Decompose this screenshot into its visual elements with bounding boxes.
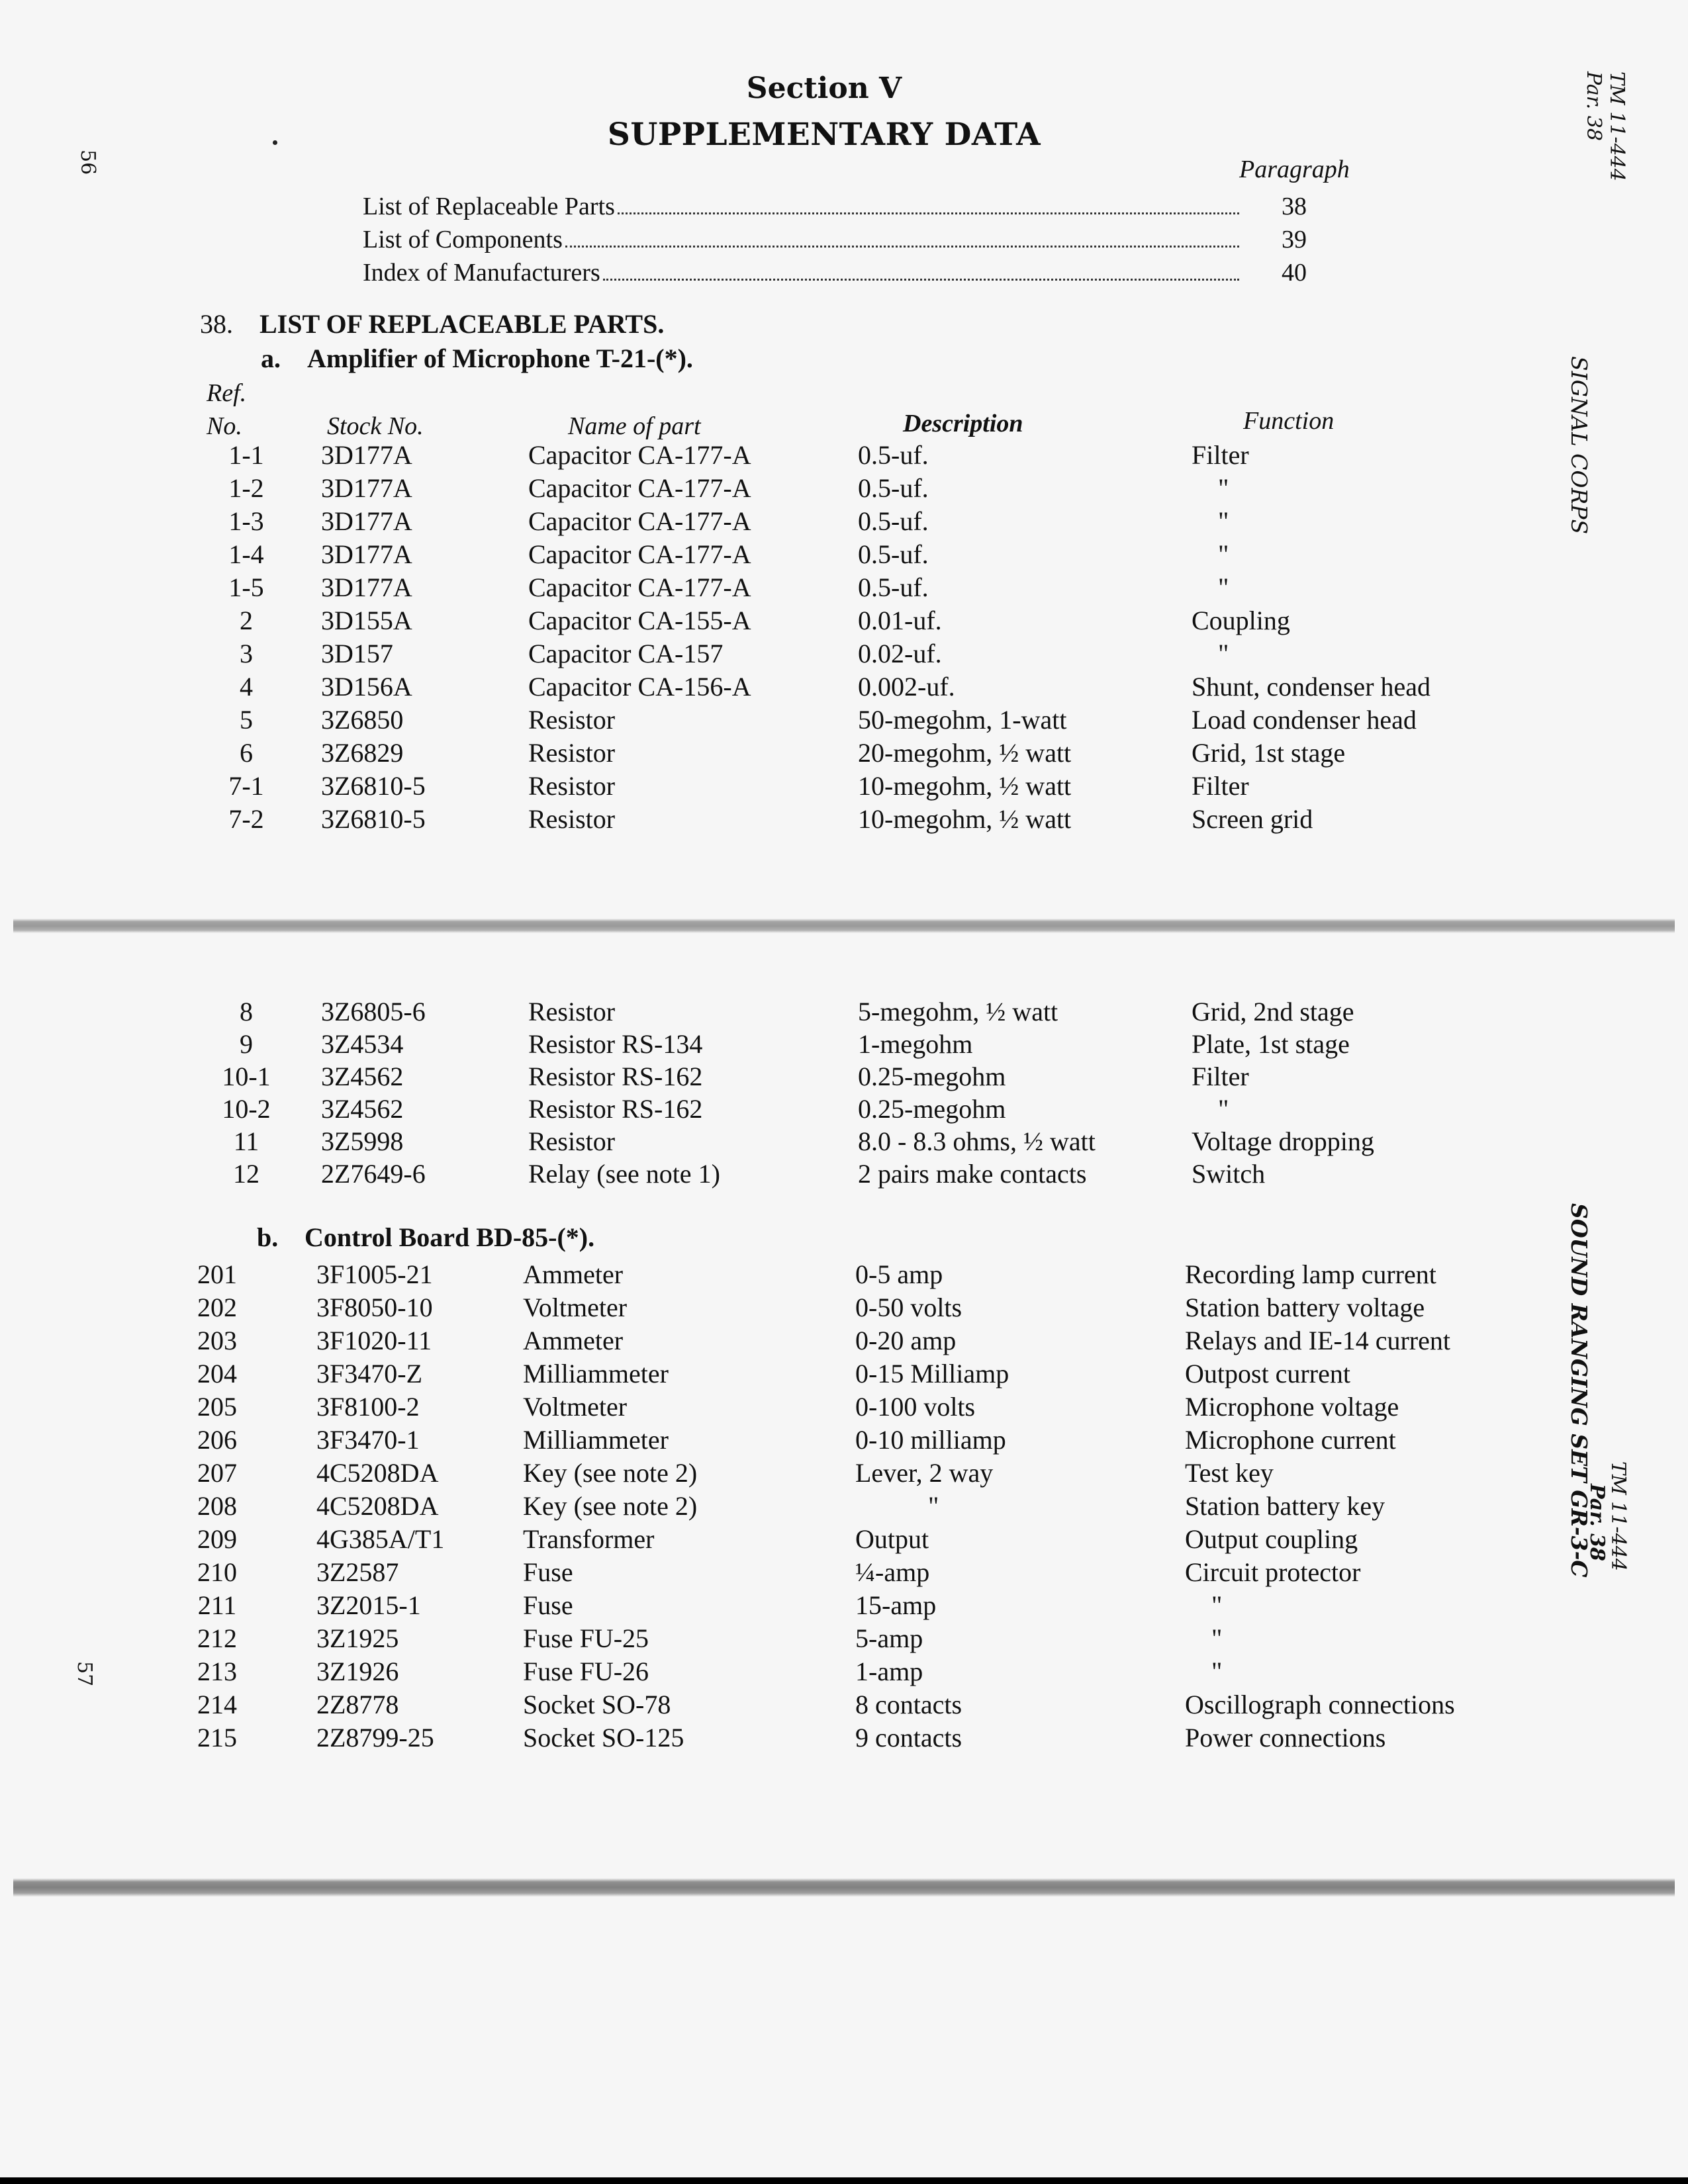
- part-description: ": [928, 1491, 939, 1521]
- part-description: 1-amp: [855, 1657, 923, 1686]
- part-description: 2 pairs make contacts: [858, 1159, 1087, 1189]
- table-row: [0, 1093, 1688, 1126]
- ref-no: 6: [240, 738, 253, 768]
- part-name: Capacitor CA-177-A: [528, 473, 751, 503]
- part-name: Resistor RS-162: [528, 1062, 703, 1091]
- table-row: [0, 704, 1688, 737]
- part-function: Relays and IE-14 current: [1185, 1326, 1450, 1355]
- part-function: Recording lamp current: [1185, 1259, 1436, 1289]
- scan-edge: [0, 2177, 1688, 2184]
- table-row: [0, 1490, 1688, 1524]
- ref-no: 1-5: [228, 572, 264, 602]
- table-row: [0, 1158, 1688, 1191]
- part-name: Ammeter: [523, 1326, 624, 1355]
- part-function: Station battery key: [1185, 1491, 1385, 1521]
- part-function: Grid, 2nd stage: [1192, 997, 1354, 1026]
- part-description: 0-10 milliamp: [855, 1425, 1006, 1455]
- part-name: Voltmeter: [523, 1392, 628, 1422]
- toc-item-paragraph: 38: [1282, 193, 1307, 220]
- stock-no: 3D177A: [321, 440, 412, 470]
- part-name: Capacitor CA-177-A: [528, 572, 751, 602]
- part-function: ": [1211, 1657, 1223, 1686]
- stock-no: 2Z8799-25: [316, 1723, 434, 1752]
- table-row: [0, 1424, 1688, 1457]
- part-description: 10-megohm, ½ watt: [858, 804, 1072, 834]
- table-row: [0, 1623, 1688, 1656]
- stock-no: 2Z7649-6: [321, 1159, 426, 1189]
- stock-no: 3D177A: [321, 539, 412, 569]
- part-function: ": [1218, 639, 1229, 668]
- part-description: 0.02-uf.: [858, 639, 942, 668]
- margin-signal-corps: SIGNAL CORPS: [1566, 356, 1592, 535]
- part-name: Resistor: [528, 1126, 616, 1156]
- ref-no: 214: [197, 1690, 237, 1719]
- toc-item[interactable]: [363, 258, 1307, 287]
- ref-no: 8: [240, 997, 253, 1026]
- page-number-bottom: 57: [73, 1661, 96, 1687]
- part-name: Resistor RS-162: [528, 1094, 703, 1124]
- part-function: Filter: [1192, 771, 1249, 801]
- table-row: [0, 1590, 1688, 1623]
- part-description: 50-megohm, 1-watt: [858, 705, 1067, 735]
- part-name: Capacitor CA-177-A: [528, 506, 751, 536]
- toc-item-label: List of Replaceable Parts: [363, 193, 615, 220]
- table-row: [0, 1557, 1688, 1590]
- ref-no: 209: [197, 1524, 237, 1554]
- stock-no: 3Z6850: [321, 705, 404, 735]
- part-description: 0.25-megohm: [858, 1094, 1006, 1124]
- ref-no: 206: [197, 1425, 237, 1455]
- toc-item-label: List of Components: [363, 226, 563, 253]
- part-name: Fuse FU-25: [523, 1623, 649, 1653]
- part-description: 5-megohm, ½ watt: [858, 997, 1058, 1026]
- part-function: Plate, 1st stage: [1192, 1029, 1350, 1059]
- part-function: Oscillograph connections: [1185, 1690, 1455, 1719]
- ref-no: 7-2: [228, 804, 264, 834]
- ref-no: 208: [197, 1491, 237, 1521]
- table-row: [0, 1259, 1688, 1292]
- table-row: [0, 1028, 1688, 1062]
- table-row: [0, 506, 1688, 539]
- table-row: [0, 671, 1688, 704]
- section-title: SUPPLEMENTARY DATA: [607, 116, 1041, 153]
- part-description: 8 contacts: [855, 1690, 962, 1719]
- page-number-top: 56: [76, 150, 99, 175]
- part-name: Resistor: [528, 771, 616, 801]
- table-row: [0, 539, 1688, 572]
- part-function: Outpost current: [1185, 1359, 1350, 1388]
- stock-no: 3Z6810-5: [321, 771, 426, 801]
- part-name: Capacitor CA-157: [528, 639, 724, 668]
- table-row: [0, 439, 1688, 473]
- stock-no: 4G385A/T1: [316, 1524, 445, 1554]
- stock-no: 3D157: [321, 639, 393, 668]
- part-name: Capacitor CA-155-A: [528, 606, 751, 635]
- part-description: Lever, 2 way: [855, 1458, 994, 1488]
- toc-paragraph-label: Paragraph: [1239, 156, 1350, 183]
- stock-no: 3D177A: [321, 506, 412, 536]
- part-name: Voltmeter: [523, 1293, 628, 1322]
- part-description: 0.25-megohm: [858, 1062, 1006, 1091]
- ref-no: 10-1: [222, 1062, 271, 1091]
- subsection-title-a: Amplifier of Microphone T-21-(*).: [307, 343, 693, 373]
- table-row: [0, 1391, 1688, 1424]
- part-name: Key (see note 2): [523, 1458, 698, 1488]
- part-description: 20-megohm, ½ watt: [858, 738, 1072, 768]
- ref-no: 3: [240, 639, 253, 668]
- margin-manual-top: TM 11-444: [1605, 71, 1628, 181]
- part-function: Coupling: [1192, 606, 1290, 635]
- part-description: 0.5-uf.: [858, 506, 929, 536]
- part-function: Voltage dropping: [1192, 1126, 1374, 1156]
- part-function: Filter: [1192, 1062, 1249, 1091]
- stock-no: 4C5208DA: [316, 1491, 439, 1521]
- ref-no: 210: [197, 1557, 237, 1587]
- ref-no: 12: [233, 1159, 259, 1189]
- column-header-name-of-part: Name of part: [568, 412, 701, 440]
- column-header-stock-no: Stock No.: [327, 412, 424, 440]
- part-name: Capacitor CA-156-A: [528, 672, 751, 702]
- part-function: Grid, 1st stage: [1192, 738, 1346, 768]
- part-function: Screen grid: [1192, 804, 1313, 834]
- ref-no: 4: [240, 672, 253, 702]
- margin-manual-bottom: TM 11-444: [1607, 1461, 1630, 1571]
- ref-no: 1-1: [228, 440, 264, 470]
- toc-item-label: Index of Manufacturers: [363, 259, 600, 287]
- table-row: [0, 996, 1688, 1029]
- column-header-ref-line2: No.: [207, 412, 242, 440]
- stock-no: 3Z6829: [321, 738, 404, 768]
- ref-no: 9: [240, 1029, 253, 1059]
- ref-no: 205: [197, 1392, 237, 1422]
- margin-sound-ranging-set: SOUND RANGING SET GR-3-C: [1566, 1203, 1592, 1578]
- part-name: Capacitor CA-177-A: [528, 440, 751, 470]
- part-name: Resistor: [528, 997, 616, 1026]
- part-function: ": [1218, 572, 1229, 602]
- part-function: ": [1218, 1094, 1229, 1124]
- part-name: Resistor RS-134: [528, 1029, 703, 1059]
- part-description: ¼-amp: [855, 1557, 930, 1587]
- table-row: [0, 473, 1688, 506]
- stock-no: 3Z2015-1: [316, 1590, 421, 1620]
- ref-no: 7-1: [228, 771, 264, 801]
- ref-no: 1-4: [228, 539, 264, 569]
- part-description: 0.5-uf.: [858, 440, 929, 470]
- ref-no: 5: [240, 705, 253, 735]
- toc-item[interactable]: [363, 225, 1307, 254]
- part-function: ": [1211, 1623, 1223, 1653]
- margin-par-bottom: Par. 38: [1585, 1484, 1609, 1561]
- part-name: Resistor: [528, 804, 616, 834]
- table-row: [0, 605, 1688, 638]
- part-description: 0.5-uf.: [858, 539, 929, 569]
- ref-no: 201: [197, 1259, 237, 1289]
- table-row: [0, 1524, 1688, 1557]
- ref-no: 213: [197, 1657, 237, 1686]
- table-row: [0, 1457, 1688, 1490]
- part-name: Fuse: [523, 1590, 573, 1620]
- toc-leader-dots: [603, 279, 1239, 281]
- part-description: 5-amp: [855, 1623, 923, 1653]
- stock-no: 3Z4534: [321, 1029, 404, 1059]
- ref-no: 215: [197, 1723, 237, 1752]
- part-description: Output: [855, 1524, 929, 1554]
- part-description: 0-15 Milliamp: [855, 1359, 1009, 1388]
- part-description: 8.0 - 8.3 ohms, ½ watt: [858, 1126, 1096, 1156]
- part-description: 15-amp: [855, 1590, 937, 1620]
- part-function: Station battery voltage: [1185, 1293, 1425, 1322]
- part-name: Ammeter: [523, 1259, 624, 1289]
- part-function: ": [1211, 1590, 1223, 1620]
- table-row: [0, 1126, 1688, 1159]
- toc-leader-dots: [618, 212, 1239, 214]
- ref-no: 203: [197, 1326, 237, 1355]
- part-description: 0-100 volts: [855, 1392, 976, 1422]
- stock-no: 3Z5998: [321, 1126, 404, 1156]
- stock-no: 3F8050-10: [316, 1293, 433, 1322]
- table-row: [0, 572, 1688, 605]
- part-name: Resistor: [528, 705, 616, 735]
- stock-no: 3D177A: [321, 572, 412, 602]
- toc-item-paragraph: 40: [1282, 259, 1307, 287]
- table-row: [0, 638, 1688, 671]
- part-description: 10-megohm, ½ watt: [858, 771, 1072, 801]
- table-row: [0, 1292, 1688, 1325]
- ref-no: 204: [197, 1359, 237, 1388]
- ref-no: 1-3: [228, 506, 264, 536]
- part-description: 0-50 volts: [855, 1293, 962, 1322]
- stock-no: 3F1005-21: [316, 1259, 433, 1289]
- part-function: Microphone voltage: [1185, 1392, 1399, 1422]
- part-function: Test key: [1185, 1458, 1274, 1488]
- page-divider: [13, 1878, 1675, 1897]
- stock-no: 3F1020-11: [316, 1326, 432, 1355]
- column-header-description: Description: [903, 410, 1023, 437]
- part-function: Circuit protector: [1185, 1557, 1361, 1587]
- stock-no: 3D177A: [321, 473, 412, 503]
- part-description: 1-megohm: [858, 1029, 973, 1059]
- part-function: ": [1218, 506, 1229, 536]
- column-header-function: Function: [1243, 407, 1335, 435]
- paragraph-title: LIST OF REPLACEABLE PARTS.: [259, 309, 665, 339]
- stock-no: 3Z4562: [321, 1094, 404, 1124]
- table-row: [0, 1325, 1688, 1358]
- part-function: Power connections: [1185, 1723, 1386, 1752]
- part-description: 9 contacts: [855, 1723, 962, 1752]
- ref-no: 10-2: [222, 1094, 271, 1124]
- table-row: [0, 1358, 1688, 1391]
- ref-no: 211: [197, 1590, 237, 1620]
- paragraph-number: 38.: [200, 309, 233, 339]
- stock-no: 3F3470-1: [316, 1425, 420, 1455]
- table-row: [0, 770, 1688, 803]
- stock-no: 3F3470-Z: [316, 1359, 422, 1388]
- stock-no: 3D156A: [321, 672, 412, 702]
- ref-no: 212: [197, 1623, 237, 1653]
- stock-no: 3Z6810-5: [321, 804, 426, 834]
- stock-no: 4C5208DA: [316, 1458, 439, 1488]
- stock-no: 3Z6805-6: [321, 997, 426, 1026]
- part-function: Output coupling: [1185, 1524, 1358, 1554]
- part-function: Shunt, condenser head: [1192, 672, 1431, 702]
- part-function: Switch: [1192, 1159, 1266, 1189]
- part-name: Relay (see note 1): [528, 1159, 720, 1189]
- part-name: Capacitor CA-177-A: [528, 539, 751, 569]
- table-row: [0, 737, 1688, 770]
- toc-item[interactable]: [363, 192, 1307, 221]
- part-description: 0.5-uf.: [858, 473, 929, 503]
- ref-no: 11: [233, 1126, 259, 1156]
- part-description: 0.002-uf.: [858, 672, 955, 702]
- table-row: [0, 1061, 1688, 1094]
- stock-no: 3Z2587: [316, 1557, 399, 1587]
- part-description: 0-5 amp: [855, 1259, 943, 1289]
- ref-no: 202: [197, 1293, 237, 1322]
- page-divider: [13, 919, 1675, 933]
- table-row: [0, 1656, 1688, 1689]
- ref-no: 2: [240, 606, 253, 635]
- stock-no: 3Z1926: [316, 1657, 399, 1686]
- part-function: ": [1218, 473, 1229, 503]
- table-row: [0, 1689, 1688, 1722]
- stock-no: 3D155A: [321, 606, 412, 635]
- part-name: Socket SO-125: [523, 1723, 684, 1752]
- part-name: Milliammeter: [523, 1359, 669, 1388]
- stock-no: 3F8100-2: [316, 1392, 420, 1422]
- part-function: Load condenser head: [1192, 705, 1417, 735]
- subsection-letter-a: a.: [261, 343, 281, 373]
- part-description: 0.01-uf.: [858, 606, 942, 635]
- margin-par-top: Par. 38: [1582, 71, 1605, 142]
- section-heading: Section V: [746, 71, 902, 105]
- stock-no: 2Z8778: [316, 1690, 399, 1719]
- part-function: Microphone current: [1185, 1425, 1396, 1455]
- part-name: Socket SO-78: [523, 1690, 671, 1719]
- subsection-letter-b: b.: [257, 1222, 279, 1252]
- part-description: 0.5-uf.: [858, 572, 929, 602]
- part-name: Resistor: [528, 738, 616, 768]
- part-name: Transformer: [523, 1524, 655, 1554]
- part-function: ": [1218, 539, 1229, 569]
- table-row: [0, 803, 1688, 837]
- table-row: [0, 1722, 1688, 1755]
- ref-no: 1-2: [228, 473, 264, 503]
- column-header-ref-line1: Ref.: [207, 379, 247, 407]
- stock-no: 3Z4562: [321, 1062, 404, 1091]
- part-name: Fuse FU-26: [523, 1657, 649, 1686]
- part-name: Fuse: [523, 1557, 573, 1587]
- part-name: Key (see note 2): [523, 1491, 698, 1521]
- stock-no: 3Z1925: [316, 1623, 399, 1653]
- toc-leader-dots: [565, 246, 1239, 248]
- part-name: Milliammeter: [523, 1425, 669, 1455]
- subsection-title-b: Control Board BD-85-(*).: [305, 1222, 595, 1252]
- toc-item-paragraph: 39: [1282, 226, 1307, 253]
- part-description: 0-20 amp: [855, 1326, 957, 1355]
- ref-no: 207: [197, 1458, 237, 1488]
- part-function: Filter: [1192, 440, 1249, 470]
